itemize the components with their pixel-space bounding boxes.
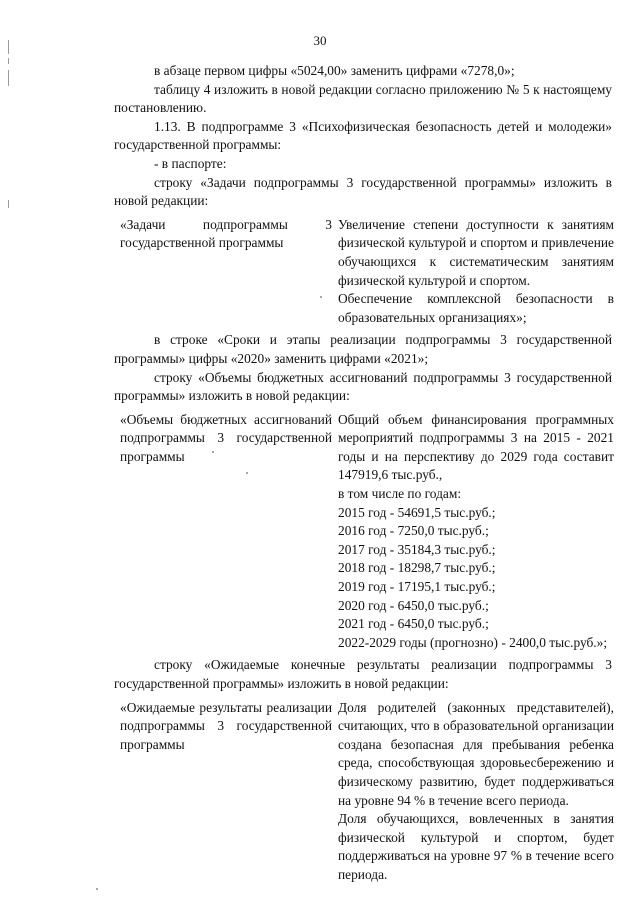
budget-year-line: 2020 год - 6450,0 тыс.руб.; xyxy=(338,597,489,613)
budget-intro: Общий объем финансирования программных мероприятий подпрограммы 3 на 2015 - 2021 годы и на перспективу до 2029 года составит 147919,6 тыс.руб., xyxy=(338,411,614,483)
results-table xyxy=(114,699,612,885)
results-line: Доля родителей (законных представителей), считающих, что в образовательной организации создана безопасная для пребывания ребенка среда, способствующая здоровьесбережению и физическому развитию, будет поддерживаться на уровне 94 % в течение всего периода. xyxy=(338,699,614,808)
paragraph: таблицу 4 изложить в новой редакции согласно приложению № 5 к настоящему постановлению. xyxy=(114,81,612,116)
budget-table-content xyxy=(338,411,614,653)
budget-year-line: 2017 год - 35184,3 тыс.руб.; xyxy=(338,541,496,557)
tasks-line: Обеспечение комплексной безопасности в образовательных организациях»; xyxy=(338,291,614,325)
paragraph: - в паспорте: xyxy=(154,155,227,171)
budget-year-line: 2021 год - 6450,0 тыс.руб.; xyxy=(338,616,489,632)
budget-table-label: «Объемы бюджетных ассигнований подпрограммы 3 государственной программы xyxy=(120,411,332,464)
tasks-table-label: «Задачи подпрограммы 3 государственной программы xyxy=(120,216,332,251)
budget-year-line: 2019 год - 17195,1 тыс.руб.; xyxy=(338,579,496,595)
scan-mark xyxy=(8,70,9,86)
budget-final-line: 2022-2029 годы (прогнозно) - 2400,0 тыс.руб.»; xyxy=(338,634,608,650)
budget-subhead: в том числе по годам: xyxy=(338,486,462,502)
budget-year-line: 2015 год - 54691,5 тыс.руб.; xyxy=(338,504,496,520)
margin-scan-marks xyxy=(8,0,12,905)
paragraph: строку «Объемы бюджетных ассигнований подпрограммы 3 государственной программы» изложить в новой редакции: xyxy=(114,369,612,404)
results-table-content xyxy=(338,699,614,885)
paragraph: в строке «Сроки и этапы реализации подпрограммы 3 государственной программы» цифры «2020» заменить цифрами «2021»; xyxy=(114,332,612,366)
tasks-table xyxy=(114,216,612,328)
budget-year-line: 2016 год - 7250,0 тыс.руб.; xyxy=(338,523,489,539)
paragraph: в абзаце первом цифры «5024,00» заменить цифрами «7278,0»; xyxy=(154,63,515,78)
scan-mark xyxy=(8,58,9,64)
scan-mark xyxy=(8,200,9,208)
tasks-table-content xyxy=(338,216,614,328)
results-table-label: «Ожидаемые результаты реализации подпрограммы 3 государственной программы xyxy=(120,699,332,752)
budget-year-line: 2018 год - 18298,7 тыс.руб.; xyxy=(338,560,496,576)
paragraph: строку «Ожидаемые конечные результаты реализации подпрограммы 3 государственной программы» изложить в новой редакции: xyxy=(114,657,612,691)
results-line: Доля обучающихся, вовлеченных в занятия физической культурой и спортом, будет поддерживаться на уровне 97 % в течение всего периода. xyxy=(338,811,614,882)
budget-table xyxy=(114,411,612,653)
paragraph: строку «Задачи подпрограммы 3 государственной программы» изложить в новой редакции: xyxy=(114,174,612,209)
page-number: 30 xyxy=(313,33,327,48)
paragraph: 1.13. В подпрограмме 3 «Психофизическая безопасность детей и молодежи» государственной программы: xyxy=(114,118,612,153)
scan-speck xyxy=(96,888,98,890)
tasks-line: Увеличение степени доступности к занятиям физической культурой и спортом и привлечение обучающихся к систематическим занятиям физической культурой и спортом. xyxy=(338,216,614,288)
document-body xyxy=(114,62,612,889)
